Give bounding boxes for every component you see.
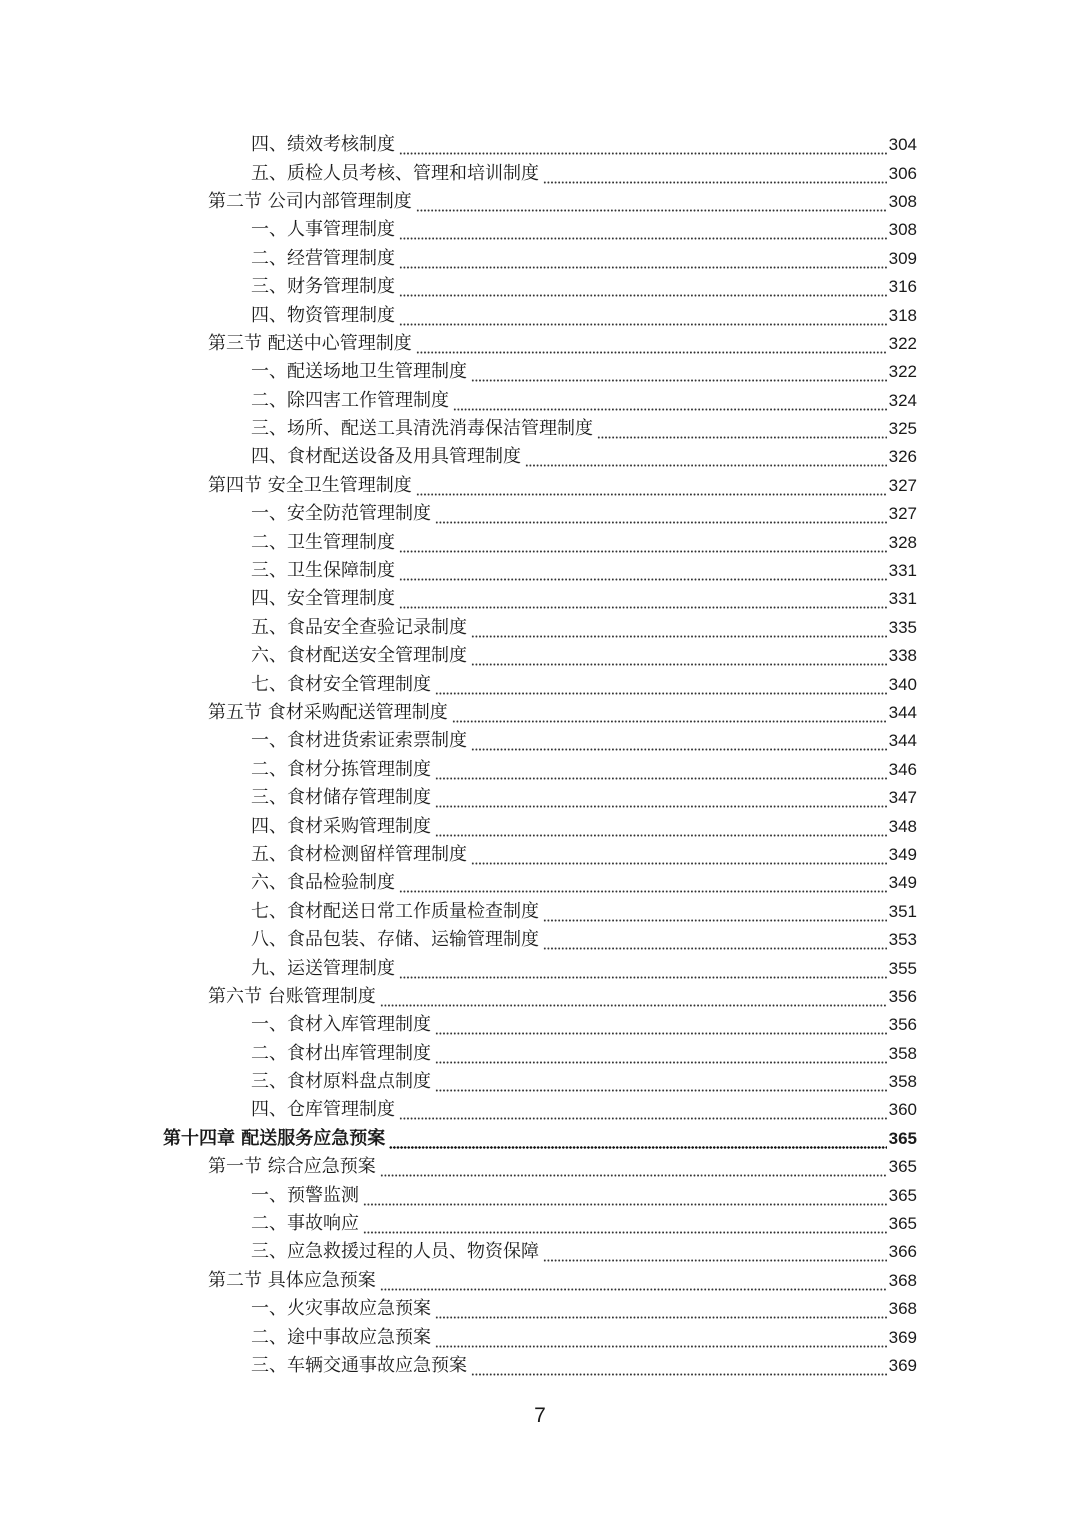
toc-entry-page: 325 <box>888 419 917 439</box>
toc-entry-title: 五、食材检测留样管理制度 <box>251 843 467 865</box>
toc-entry-page: 348 <box>888 816 917 836</box>
toc-dot-leader <box>380 1157 887 1177</box>
toc-dot-leader <box>597 419 887 439</box>
toc-subsection-entry[interactable] <box>0 1352 1080 1380</box>
toc-subsection-entry[interactable] <box>0 614 1080 642</box>
toc-entry-title: 二、卫生管理制度 <box>251 531 395 553</box>
toc-entry-page: 308 <box>888 191 917 211</box>
toc-entry-title: 三、车辆交通事故应急预案 <box>251 1354 467 1376</box>
toc-entry-page: 356 <box>888 986 917 1006</box>
toc-entry-title: 七、食材安全管理制度 <box>251 673 431 695</box>
toc-subsection-entry[interactable] <box>0 1238 1080 1266</box>
toc-entry-title: 一、食材进货索证索票制度 <box>251 730 467 752</box>
toc-entry-page: 369 <box>888 1327 917 1347</box>
toc-entry-page: 322 <box>888 333 917 353</box>
toc-entry-page: 353 <box>888 930 917 950</box>
toc-dot-leader <box>399 220 887 240</box>
toc-entry-page: 351 <box>888 901 917 921</box>
toc-entry-title: 二、事故响应 <box>251 1213 359 1235</box>
toc-entry-title: 四、食材采购管理制度 <box>251 815 431 837</box>
toc-subsection-entry[interactable] <box>0 869 1080 897</box>
toc-entry-title: 第二节 公司内部管理制度 <box>208 190 412 212</box>
toc-entry-page: 344 <box>888 731 917 751</box>
toc-subsection-entry[interactable] <box>0 443 1080 471</box>
toc-dot-leader <box>389 1129 886 1149</box>
toc-section-entry[interactable] <box>0 472 1080 500</box>
toc-entry-title: 二、食材出库管理制度 <box>251 1042 431 1064</box>
toc-subsection-entry[interactable] <box>0 358 1080 386</box>
toc-dot-leader <box>435 504 887 524</box>
toc-subsection-entry[interactable] <box>0 585 1080 613</box>
toc-dot-leader <box>435 1299 887 1319</box>
toc-entry-title: 四、绩效考核制度 <box>251 134 395 156</box>
toc-entry-page: 349 <box>888 873 917 893</box>
toc-dot-leader <box>380 987 887 1007</box>
toc-entry-page: 331 <box>888 561 917 581</box>
toc-subsection-entry[interactable] <box>0 670 1080 698</box>
toc-dot-leader <box>380 1271 887 1291</box>
toc-entry-page: 318 <box>888 305 917 325</box>
toc-entry-title: 第四节 安全卫生管理制度 <box>208 474 412 496</box>
toc-dot-leader <box>525 447 887 467</box>
toc-entry-page: 356 <box>888 1015 917 1035</box>
toc-entry-title: 一、火灾事故应急预案 <box>251 1298 431 1320</box>
toc-entry-title: 一、预警监测 <box>251 1184 359 1206</box>
toc-entry-page: 358 <box>888 1072 917 1092</box>
toc-entry-title: 二、途中事故应急预案 <box>251 1326 431 1348</box>
toc-dot-leader <box>399 561 887 581</box>
toc-entry-page: 344 <box>888 703 917 722</box>
toc-dot-leader <box>399 873 887 893</box>
toc-section-entry[interactable] <box>0 1267 1080 1295</box>
toc-entry-title: 第一节 综合应急预案 <box>208 1156 376 1178</box>
toc-entry-page: 346 <box>888 759 917 779</box>
toc-subsection-entry[interactable] <box>0 528 1080 556</box>
toc-entry-page: 368 <box>888 1299 917 1319</box>
toc-entry-page: 304 <box>888 135 917 155</box>
toc-entry-page: 335 <box>888 617 917 637</box>
toc-entry-title: 三、应急救援过程的人员、物资保障 <box>251 1241 539 1263</box>
toc-entry-page: 365 <box>888 1128 917 1148</box>
toc-subsection-entry[interactable] <box>0 301 1080 329</box>
toc-entry-page: 308 <box>888 220 917 240</box>
toc-section-entry[interactable] <box>0 330 1080 358</box>
toc-dot-leader <box>416 334 887 354</box>
toc-dot-leader <box>471 618 887 638</box>
toc-dot-leader <box>543 930 887 950</box>
toc-dot-leader <box>471 731 887 751</box>
toc-entry-page: 347 <box>888 788 917 808</box>
toc-entry-page: 366 <box>888 1242 917 1262</box>
toc-subsection-entry[interactable] <box>0 159 1080 187</box>
toc-subsection-entry[interactable] <box>0 812 1080 840</box>
toc-subsection-entry[interactable] <box>0 1040 1080 1068</box>
toc-subsection-entry[interactable] <box>0 898 1080 926</box>
toc-entry-title: 第三节 配送中心管理制度 <box>208 332 412 354</box>
toc-entry-title: 一、配送场地卫生管理制度 <box>251 361 467 383</box>
toc-subsection-entry[interactable] <box>0 784 1080 812</box>
toc-section-entry[interactable] <box>0 699 1080 727</box>
toc-entry-title: 五、食品安全查验记录制度 <box>251 616 467 638</box>
toc-dot-leader <box>543 1242 887 1262</box>
toc-dot-leader <box>435 675 887 695</box>
toc-entry-title: 六、食品检验制度 <box>251 872 395 894</box>
toc-entry-page: 322 <box>888 362 917 382</box>
toc-entry-page: 360 <box>888 1100 917 1120</box>
toc-entry-title: 一、食材入库管理制度 <box>251 1014 431 1036</box>
toc-entry-page: 368 <box>888 1270 917 1290</box>
toc-dot-leader <box>435 1328 887 1348</box>
toc-dot-leader <box>399 533 887 553</box>
toc-entry-title: 二、除四害工作管理制度 <box>251 389 449 411</box>
toc-entry-page: 328 <box>888 532 917 552</box>
toc-dot-leader <box>399 306 887 326</box>
toc-section-entry[interactable] <box>0 1153 1080 1181</box>
toc-entry-title: 一、安全防范管理制度 <box>251 503 431 525</box>
toc-entry-title: 三、食材储存管理制度 <box>251 787 431 809</box>
toc-dot-leader <box>543 902 887 922</box>
toc-entry-title: 三、财务管理制度 <box>251 276 395 298</box>
toc-entry-title: 八、食品包装、存储、运输管理制度 <box>251 929 539 951</box>
toc-entry-title: 六、食材配送安全管理制度 <box>251 645 467 667</box>
toc-dot-leader <box>435 1072 887 1092</box>
toc-entry-page: 369 <box>888 1355 917 1375</box>
toc-entry-page: 309 <box>888 248 917 268</box>
toc-dot-leader <box>471 845 887 865</box>
toc-subsection-entry[interactable] <box>0 1181 1080 1209</box>
toc-subsection-entry[interactable] <box>0 131 1080 159</box>
toc-dot-leader <box>399 277 887 297</box>
toc-dot-leader <box>435 760 887 780</box>
toc-entry-page: 358 <box>888 1043 917 1063</box>
toc-subsection-entry[interactable] <box>0 273 1080 301</box>
toc-entry-title: 七、食材配送日常工作质量检查制度 <box>251 900 539 922</box>
toc-dot-leader <box>471 1356 887 1376</box>
toc-dot-leader <box>399 959 887 979</box>
toc-entry-title: 四、安全管理制度 <box>251 588 395 610</box>
toc-entry-title: 五、质检人员考核、管理和培训制度 <box>251 162 539 184</box>
toc-entry-page: 331 <box>888 589 917 609</box>
toc-entry-page: 306 <box>888 163 917 183</box>
toc-entry-page: 365 <box>888 1185 917 1205</box>
toc-dot-leader <box>363 1214 887 1234</box>
toc-dot-leader <box>453 391 887 411</box>
toc-subsection-entry[interactable] <box>0 727 1080 755</box>
toc-entry-title: 四、仓库管理制度 <box>251 1099 395 1121</box>
toc-subsection-entry[interactable] <box>0 557 1080 585</box>
toc-entry-title: 三、场所、配送工具清洗消毒保洁管理制度 <box>251 418 593 440</box>
toc-section-entry[interactable] <box>0 983 1080 1011</box>
toc-subsection-entry[interactable] <box>0 1011 1080 1039</box>
toc-entry-title: 第二节 具体应急预案 <box>208 1269 376 1291</box>
toc-dot-leader <box>435 817 887 837</box>
toc-entry-title: 四、物资管理制度 <box>251 304 395 326</box>
toc-entry-page: 327 <box>888 475 917 495</box>
toc-subsection-entry[interactable] <box>0 954 1080 982</box>
toc-entry-title: 第六节 台账管理制度 <box>208 985 376 1007</box>
toc-subsection-entry[interactable] <box>0 756 1080 784</box>
toc-dot-leader <box>399 249 887 269</box>
toc-dot-leader <box>399 1100 887 1120</box>
toc-subsection-entry[interactable] <box>0 926 1080 954</box>
toc-subsection-entry[interactable] <box>0 245 1080 273</box>
toc-entry-page: 324 <box>888 390 917 410</box>
toc-dot-leader <box>363 1186 887 1206</box>
page-number: 7 <box>534 1404 546 1427</box>
toc-dot-leader <box>452 703 887 723</box>
toc-entry-title: 三、卫生保障制度 <box>251 560 395 582</box>
toc-entry-page: 340 <box>888 674 917 694</box>
toc-dot-leader <box>399 589 887 609</box>
toc-subsection-entry[interactable] <box>0 1096 1080 1124</box>
toc-subsection-entry[interactable] <box>0 1295 1080 1323</box>
toc-entry-title: 第五节 食材采购配送管理制度 <box>208 702 448 723</box>
toc-entry-page: 316 <box>888 277 917 297</box>
toc-subsection-entry[interactable] <box>0 642 1080 670</box>
toc-entry-title: 第十四章 配送服务应急预案 <box>163 1127 386 1149</box>
toc-dot-leader <box>471 646 887 666</box>
toc-dot-leader <box>416 476 887 496</box>
toc-subsection-entry[interactable] <box>0 387 1080 415</box>
toc-entry-title: 一、人事管理制度 <box>251 219 395 241</box>
toc-dot-leader <box>471 362 887 382</box>
toc-entry-page: 355 <box>888 958 917 978</box>
toc-subsection-entry[interactable] <box>0 1323 1080 1351</box>
toc-entry-title: 二、食材分拣管理制度 <box>251 758 431 780</box>
toc-dot-leader <box>399 135 887 155</box>
toc-entry-page: 326 <box>888 447 917 467</box>
toc-section-entry[interactable] <box>0 188 1080 216</box>
toc-entry-title: 九、运送管理制度 <box>251 957 395 979</box>
toc-subsection-entry[interactable] <box>0 216 1080 244</box>
toc-dot-leader <box>543 164 887 184</box>
toc-entry-page: 338 <box>888 646 917 666</box>
toc-subsection-entry[interactable] <box>0 415 1080 443</box>
toc-entry-page: 365 <box>888 1214 917 1234</box>
toc-entry-page: 349 <box>888 844 917 864</box>
table-of-contents <box>0 131 1080 1380</box>
toc-subsection-entry[interactable] <box>0 1068 1080 1096</box>
toc-dot-leader <box>416 192 887 212</box>
toc-dot-leader <box>435 1044 887 1064</box>
toc-entry-title: 二、经营管理制度 <box>251 247 395 269</box>
toc-entry-title: 三、食材原料盘点制度 <box>251 1071 431 1093</box>
toc-subsection-entry[interactable] <box>0 1210 1080 1238</box>
toc-chapter-entry[interactable] <box>0 1125 1080 1153</box>
toc-entry-title: 四、食材配送设备及用具管理制度 <box>251 446 521 468</box>
toc-entry-page: 365 <box>888 1157 917 1177</box>
toc-dot-leader <box>435 1015 887 1035</box>
toc-subsection-entry[interactable] <box>0 500 1080 528</box>
toc-subsection-entry[interactable] <box>0 841 1080 869</box>
toc-dot-leader <box>435 788 887 808</box>
toc-entry-page: 327 <box>888 504 917 524</box>
